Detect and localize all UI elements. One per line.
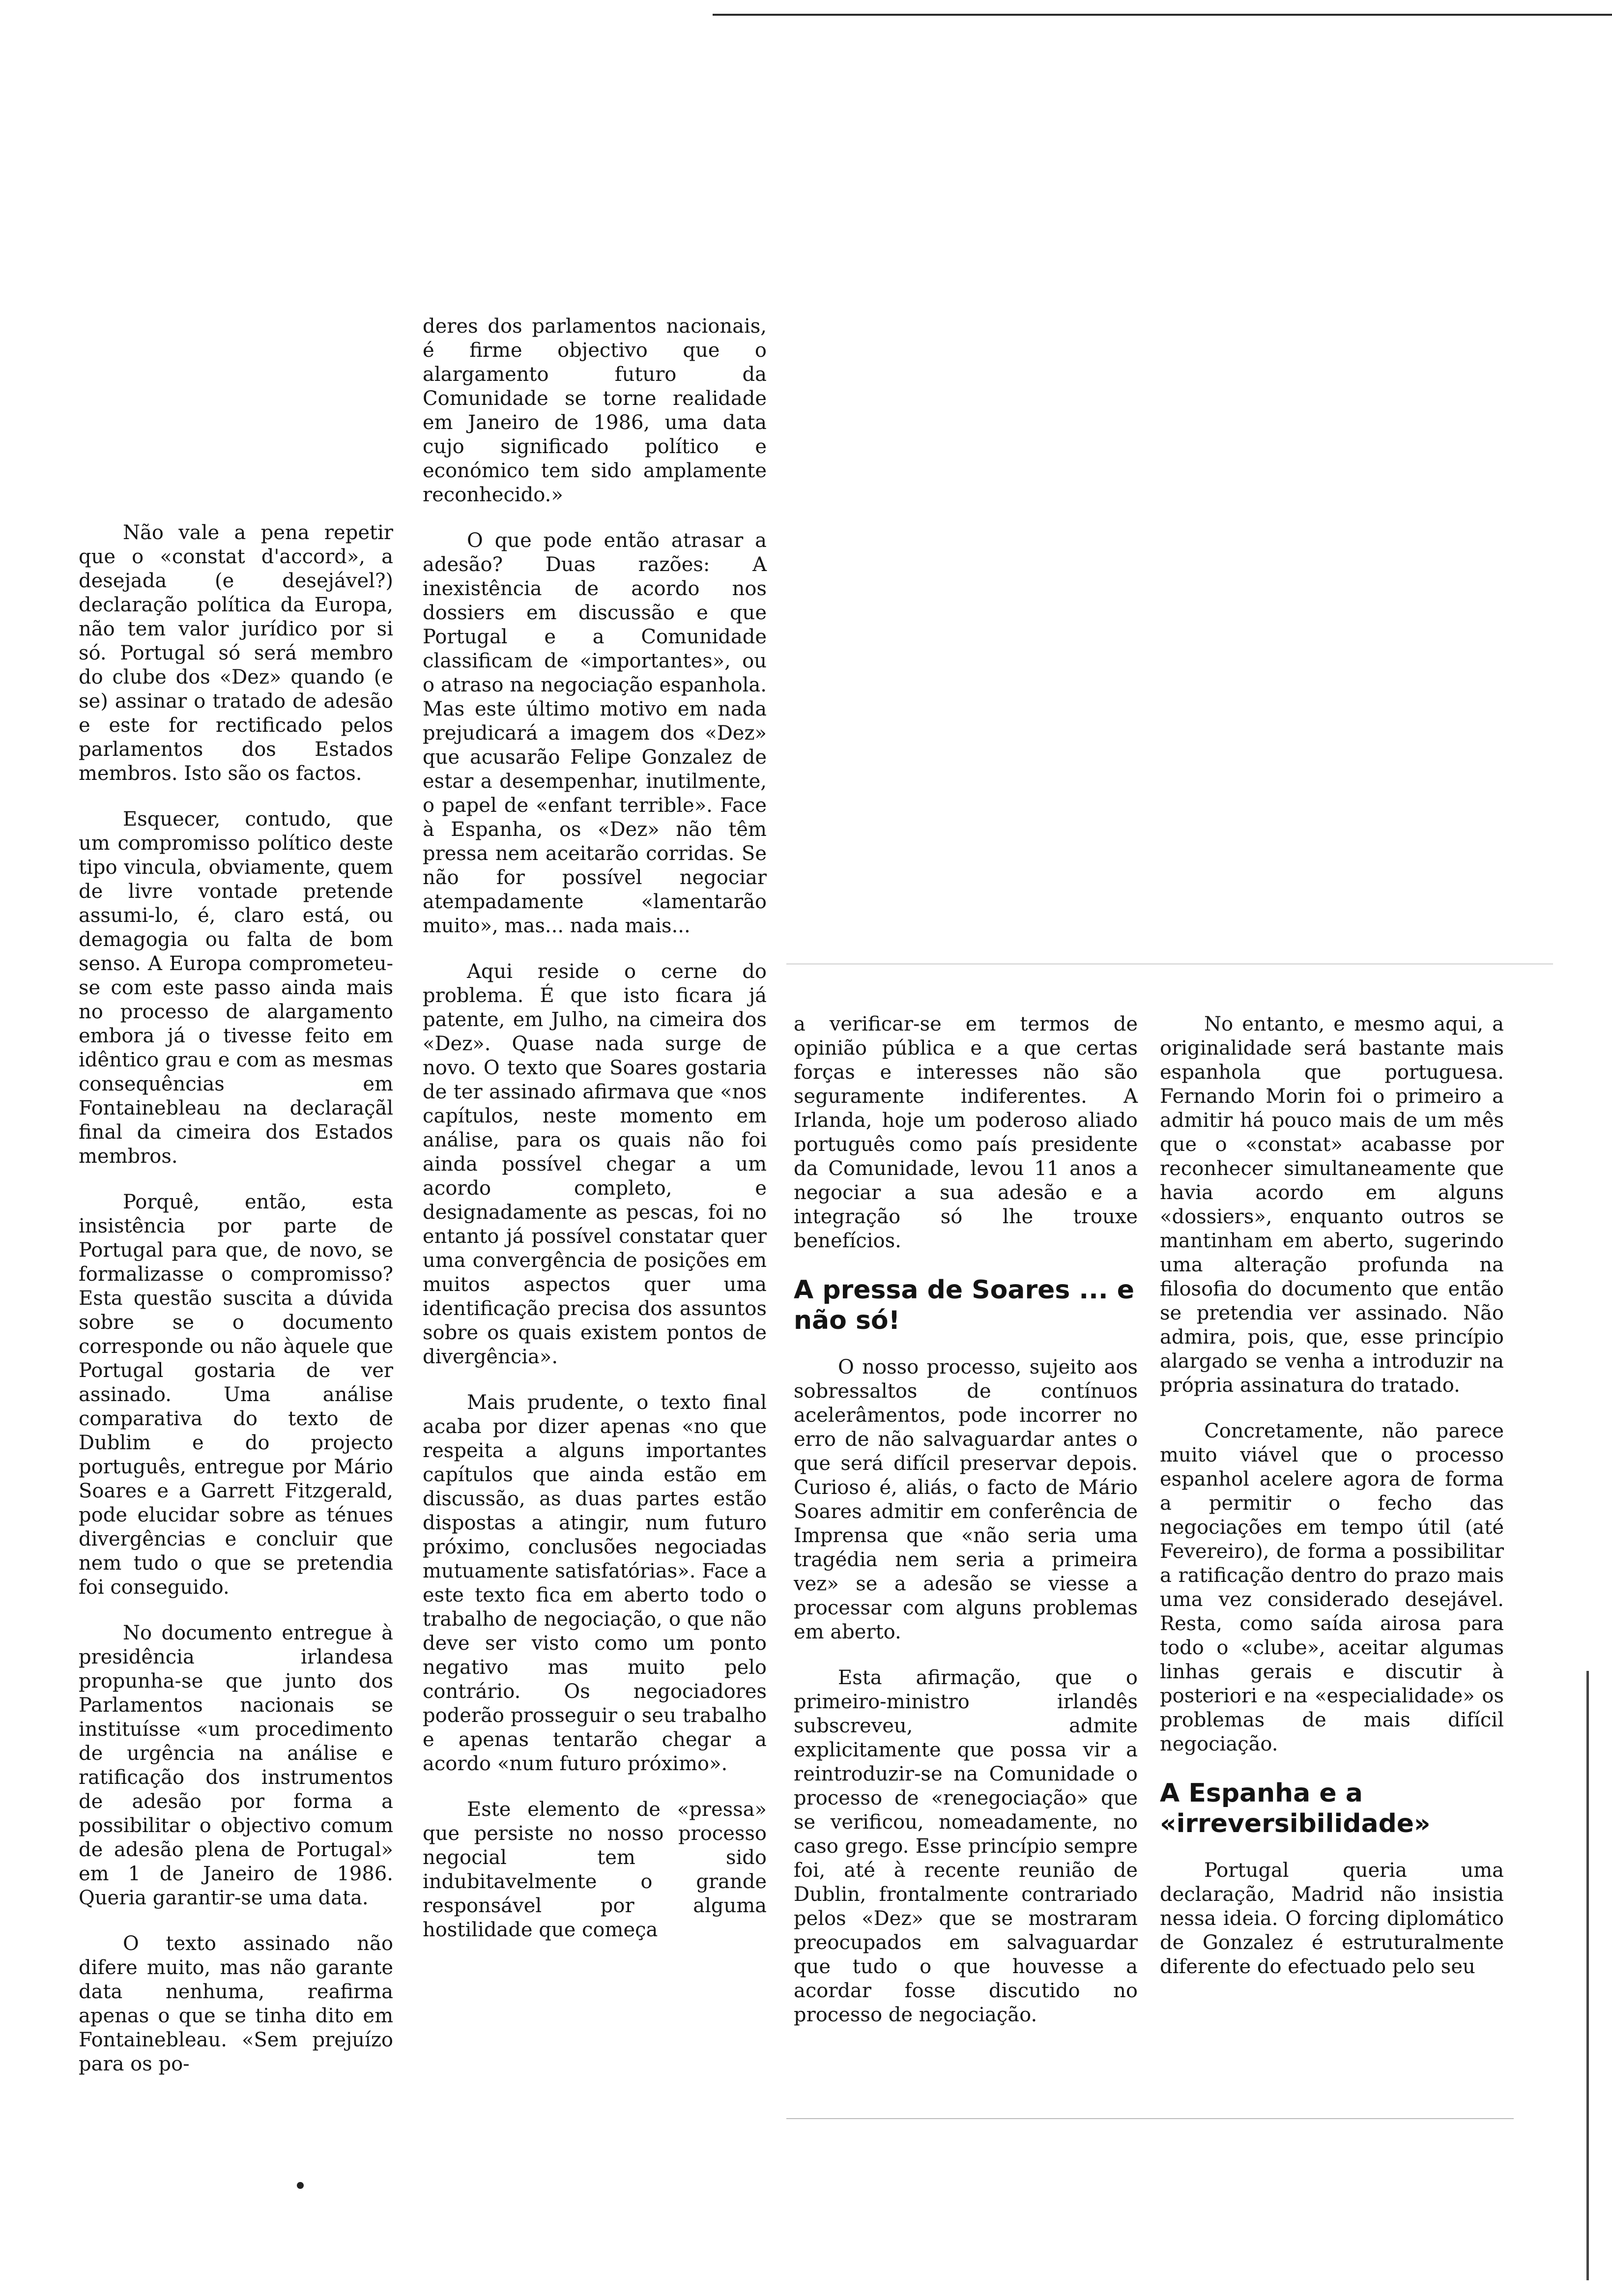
paragraph: O que pode então atrasar a adesão? Duas razões: A inexistência de acordo nos dossiers em discussão e que Portugal e a Comunidade classificam de «importantes», ou o atraso na negociação espanhola. Mas este último motivo em nada prejudicará a imagem dos «Dez» que acusarão Felipe Gonzalez de estar a desempenhar, inutilmente, o papel de «enfant terrible». Face à Espanha, os «Dez» não têm pressa nem aceitarão corridas. Se não for possível negociar atempadamente «lamentarão muito», mas... nada mais... bbox=[423, 529, 767, 937]
paragraph: Esta afirmação, que o primeiro-ministro irlandês subscreveu, admite explicitamente que possa vir a reintroduzir-se na Comunidade o processo de «renegociação» que se verificou, nomeadamente, no caso grego. Esse princípio sempre foi, até à recente reunião de Dublin, frontalmente contrariado pelos «Dez» que se mostraram preocupados em salvaguardar que tudo o que houvesse a acordar fosse discutido no processo de negociação. bbox=[794, 1666, 1138, 2026]
column-separator-rule bbox=[786, 963, 1553, 965]
paragraph: Porquê, então, esta insistência por parte de Portugal para que, de novo, se formalizasse o compromisso? Esta questão suscita a dúvida sobre se o documento corresponde ou não àquele que Portugal gostaria de ver assinado. Uma análise comparativa do texto de Dublim e do projecto português, entregue por Mário Soares e a Garrett Fitzgerald, pode elucidar sobre as ténues divergências e concluir que nem tudo o que se pretendia foi conseguido. bbox=[79, 1191, 393, 1599]
ink-dot bbox=[297, 2182, 304, 2189]
paragraph: Não vale a pena repetir que o «constat d'accord», a desejada (e desejável?) declaração política da Europa, não tem valor jurídico por si só. Portugal só será membro do clube dos «Dez» quando (e se) assinar o tratado de adesão e este for rectificado pelos parlamentos dos Estados membros. Isto são os factos. bbox=[79, 521, 393, 785]
paragraph: No entanto, e mesmo aqui, a originalidade será bastante mais espanhola que portuguesa. Fernando Morin foi o primeiro a admitir há pouco mais de um mês que o «constat» acabasse por reconhecer simultaneamente que havia acordo em alguns «dossiers», enquanto outros se mantinham em aberto, sugerindo uma alteração profunda na filosofia do documento que então se pretendia ver assinado. Não admira, pois, que, esse princípio alargado se venha a introduzir na própria assinatura do tratado. bbox=[1160, 1013, 1504, 1397]
article-column-1 bbox=[79, 521, 393, 2098]
paragraph: Mais prudente, o texto final acaba por dizer apenas «no que respeita a alguns importantes capítulos que ainda estão em discussão, as duas partes estão dispostas a atingir, num futuro próximo, conclusões negociadas mutuamente satisfatórias». Face a este texto fica em aberto todo o trabalho de negociação, o que não deve ser visto como um ponto negativo mas muito pelo contrário. Os negociadores poderão prosseguir o seu trabalho e apenas tentarão chegar a acordo «num futuro próximo». bbox=[423, 1391, 767, 1775]
paragraph: Concretamente, não parece muito viável que o processo espanhol acelere agora de forma a permitir o fecho das negociações em tempo útil (até Fevereiro), de forma a possibilitar a ratificação dentro do prazo mais uma vez considerado desejável. Resta, como saída airosa para todo o «clube», aceitar algumas linhas gerais e discutir à posteriori e na «especialidade» os problemas de mais difícil negociação. bbox=[1160, 1420, 1504, 1755]
paragraph: No documento entregue à presidência irlandesa propunha-se que junto dos Parlamentos nacionais se instituísse «um procedimento de urgência na análise e ratificação dos instrumentos de adesão por forma a possibilitar o objectivo comum de adesão plena de Portugal» em 1 de Janeiro de 1986. Queria garantir-se uma data. bbox=[79, 1622, 393, 1909]
scan-edge-mark bbox=[1586, 1671, 1589, 2280]
bottom-rule bbox=[786, 2118, 1514, 2119]
paragraph: Aqui reside o cerne do problema. É que isto ficara já patente, em Julho, na cimeira dos «Dez». Quase nada surge de novo. O texto que Soares gostaria de ter assinado afirmava que «nos capítulos, neste momento em análise, para os quais não foi ainda possível chegar a um acordo completo, e designadamente as pescas, foi no entanto já possível constatar quer uma convergência de posições em muitos aspectos quer uma identificação precisa dos assuntos sobre os quais existem pontos de divergência». bbox=[423, 960, 767, 1368]
paragraph: Esquecer, contudo, que um compromisso político deste tipo vincula, obviamente, quem de livre vontade pretende assumi-lo, é, claro está, ou demagogia ou falta de bom senso. A Europa comprometeu-se com este passo ainda mais no processo de alargamento embora já o tivesse feito em idêntico grau e com as mesmas consequências em Fontainebleau na declaraçãl final da cimeira dos Estados membros. bbox=[79, 808, 393, 1168]
paragraph: O texto assinado não difere muito, mas não garante data nenhuma, reafirma apenas o que se tinha dito em Fontainebleau. «Sem prejuízo para os po- bbox=[79, 1932, 393, 2075]
article-column-3 bbox=[794, 1012, 1138, 2049]
paragraph: Este elemento de «pressa» que persiste no nosso processo negocial tem sido indubitavelmente o grande responsável por alguma hostilidade que começa bbox=[423, 1798, 767, 1941]
article-column-2 bbox=[423, 315, 767, 1964]
paragraph: O nosso processo, sujeito aos sobressaltos de contínuos acelerâmentos, pode incorrer no erro de não salvaguardar antes o que será difícil preservar depois. Curioso é, aliás, o facto de Mário Soares admitir em conferência de Imprensa que «não seria uma tragédia nem seria a primeira vez» se a adesão se viesse a processar com alguns problemas em aberto. bbox=[794, 1356, 1138, 1643]
paragraph: a verificar-se em termos de opinião pública e a que certas forças e interesses não são seguramente indiferentes. A Irlanda, hoje um poderoso aliado português como país presidente da Comunidade, levou 11 anos a negociar a sua adesão e a integração só lhe trouxe benefícios. bbox=[794, 1013, 1138, 1252]
section-heading: A pressa de Soares ... e não só! bbox=[794, 1275, 1135, 1335]
section-heading: A Espanha e a «irreversibilidade» bbox=[1160, 1779, 1431, 1838]
paragraph: Portugal queria uma declaração, Madrid não insistia nessa ideia. O forcing diplomático de Gonzalez é estruturalmente diferente do efectuado pelo seu bbox=[1160, 1859, 1504, 1978]
top-rule bbox=[713, 14, 1612, 16]
paragraph: deres dos parlamentos nacionais, é firme objectivo que o alargamento futuro da Comunidade se torne realidade em Janeiro de 1986, uma data cujo significado político e económico tem sido amplamente reconhecido.» bbox=[423, 315, 767, 506]
article-column-4 bbox=[1160, 1012, 1504, 2001]
